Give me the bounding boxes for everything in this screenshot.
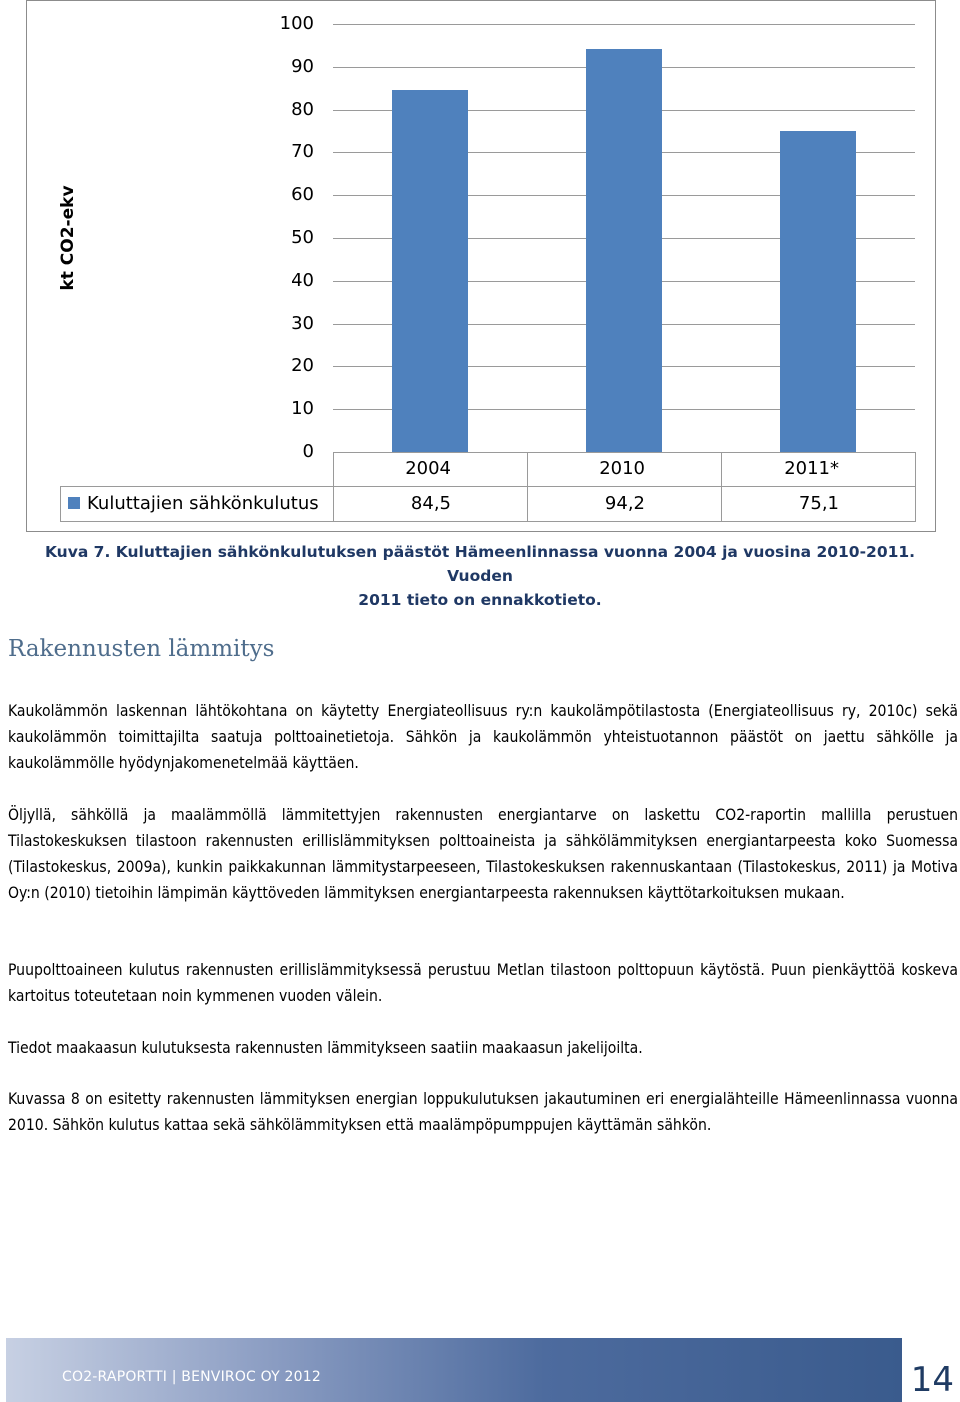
data-table-line <box>60 486 61 522</box>
y-axis-label: kt CO2-ekv <box>58 185 78 291</box>
y-tick-label: 80 <box>291 99 314 120</box>
y-tick-label: 0 <box>302 441 314 462</box>
caption-line-1: Kuva 7. Kuluttajien sähkönkulutuksen päästöt Hämeenlinnassa vuonna 2004 ja vuosina 2010-2011. Vuoden <box>44 543 916 585</box>
figure-caption <box>10 540 950 612</box>
gridline <box>333 452 915 453</box>
data-table-line <box>60 486 915 487</box>
y-tick-label: 30 <box>291 313 314 334</box>
footer-text: CO2-RAPORTTI | BENVIROC OY 2012 <box>62 1369 321 1385</box>
y-tick-label: 10 <box>291 398 314 419</box>
y-tick-label: 40 <box>291 270 314 291</box>
data-value-label: 75,1 <box>798 493 839 514</box>
bar-2004 <box>392 90 468 452</box>
gridline <box>333 24 915 25</box>
page-number: 14 <box>910 1360 954 1400</box>
data-table-line <box>915 452 916 522</box>
category-label: 2010 <box>599 458 645 479</box>
category-label: 2004 <box>405 458 451 479</box>
caption-line-2: 2011 tieto on ennakkotieto. <box>358 591 602 609</box>
y-tick-label: 20 <box>291 355 314 376</box>
legend-label: Kuluttajien sähkönkulutus <box>87 493 319 514</box>
data-value-label: 84,5 <box>410 493 451 514</box>
bar-2010 <box>586 49 662 452</box>
y-tick-label: 90 <box>291 56 314 77</box>
y-tick-label: 70 <box>291 141 314 162</box>
paragraph-figure-8: Kuvassa 8 on esitetty rakennusten lämmityksen energian loppukulutuksen jakautuminen eri energialähteille Hämeenlinnassa vuonna 2010. Sähkön kulutus kattaa sekä sähkölämmityksen että maalämpöpumppujen käyttämän sähkön. <box>8 1090 958 1134</box>
paragraph-natural-gas: Tiedot maakaasun kulutuksesta rakennusten lämmitykseen saatiin maakaasun jakelijoilta. <box>8 1039 643 1057</box>
paragraph-district-heating: Kaukolämmön laskennan lähtökohtana on käytetty Energiateollisuus ry:n kaukolämpötilastosta (Energiateollisuus ry, 2010c) sekä kaukolämmön toimittajilta saatuja polttoainetietoja. Sähkön ja kaukolämmön yhteistuotannon päästöt on jaettu sähkölle ja kaukolämmölle hyödynjakomenetelmää käyttäen. <box>8 702 958 772</box>
legend-key <box>68 497 80 509</box>
section-heading: Rakennusten lämmitys <box>8 636 275 662</box>
y-tick-label: 100 <box>279 13 314 34</box>
y-tick-label: 50 <box>291 227 314 248</box>
category-label: 2011* <box>784 458 839 479</box>
paragraph-wood-fuel: Puupolttoaineen kulutus rakennusten erillislämmityksessä perustuu Metlan tilastoon polttopuun käytöstä. Puun pienkäyttöä koskeva kartoitus toteutetaan noin kymmenen vuoden välein. <box>8 961 958 1005</box>
paragraph-building-heating: Öljyllä, sähköllä ja maalämmöllä lämmitettyjen rakennusten energiantarve on laskettu CO2-raportin mallilla perustuen Tilastokeskuksen tilastoon rakennusten erillislämmityksen polttoaineista ja sähkölämmityksen energiantarpeesta koko Suomessa (Tilastokeskus, 2009a), kunkin paikkakunnan lämmitystarpeeseen, Tilastokeskuksen rakennuskantaan (Tilastokeskus, 2011) ja Motiva Oy:n (2010) tietoihin lämpimän käyttöveden lämmityksen energiantarpeesta rakennuksen käyttötarkoituksen mukaan. <box>8 806 958 902</box>
bar-2011star <box>780 131 856 452</box>
data-table-line <box>60 521 915 522</box>
data-value-label: 94,2 <box>604 493 645 514</box>
y-tick-label: 60 <box>291 184 314 205</box>
